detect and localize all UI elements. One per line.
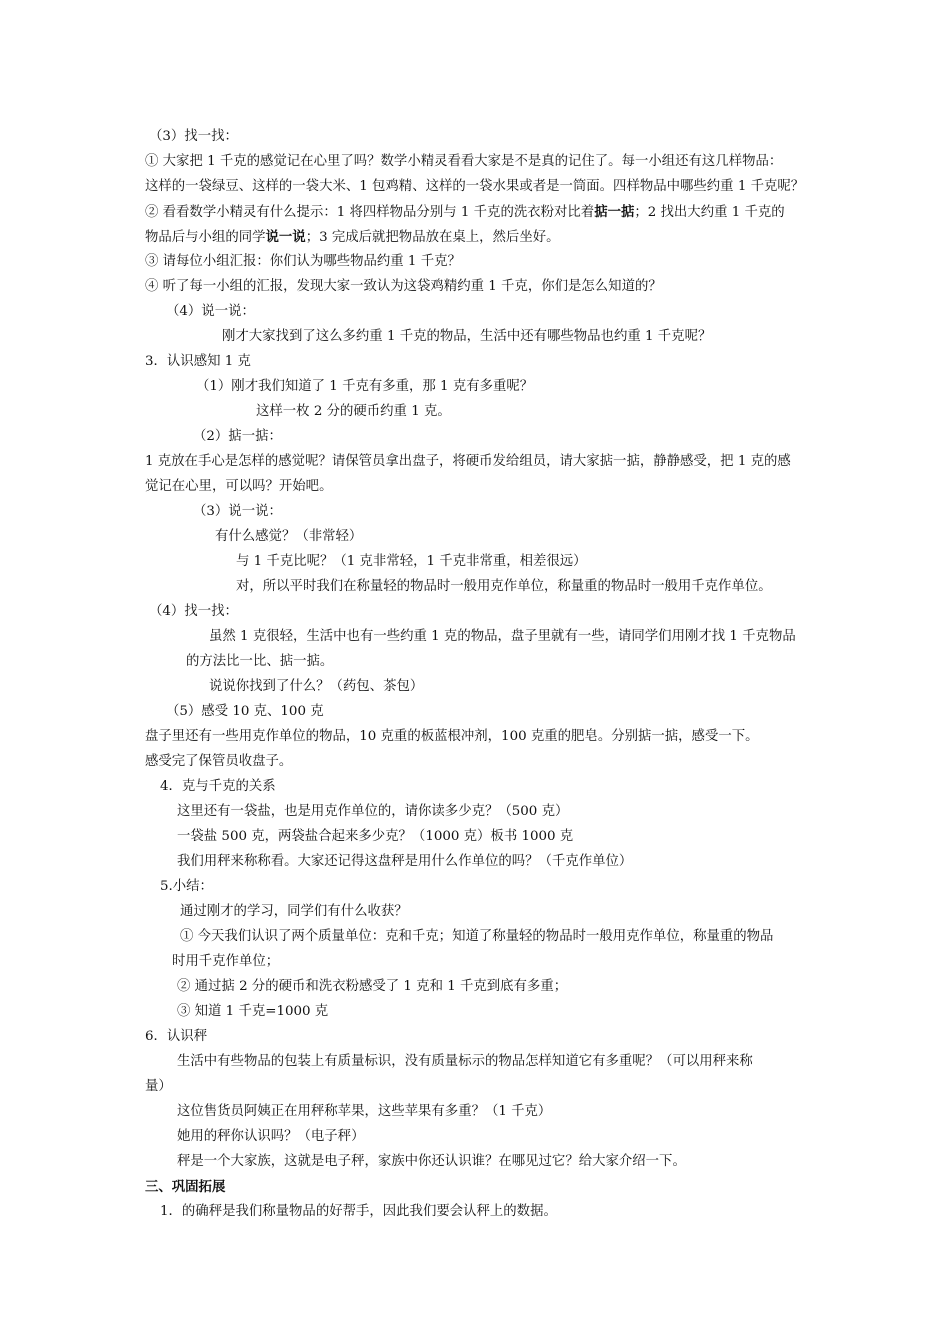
text-line: （1）刚才我们知道了 1 千克有多重，那 1 克有多重呢？ [196, 379, 534, 394]
text-line: 虽然 1 克很轻，生活中也有一些约重 1 克的物品，盘子里就有一些，请同学们用刚才找 1 千克物品 [209, 629, 796, 644]
text-line: ③ 请每位小组汇报：你们认为哪些物品约重 1 千克？ [145, 254, 461, 269]
text-line: 1 克放在手心是怎样的感觉呢？请保管员拿出盘子，将硬币发给组员，请大家掂一掂，静静感受，把 1 克的感 [145, 454, 791, 469]
text-line: ① 大家把 1 千克的感觉记在心里了吗？数学小精灵看看大家是不是真的记住了。每一小组还有这几样物品： [145, 154, 783, 169]
text-line: 秤是一个大家族，这就是电子秤，家族中你还认识谁？在哪见过它？给大家介绍一下。 [177, 1154, 686, 1169]
text-line: ③ 知道 1 千克=1000 克 [177, 1004, 329, 1019]
text-line: 觉记在心里，可以吗？开始吧。 [145, 479, 333, 494]
text-line: （4）找一找： [149, 604, 238, 619]
section-heading: 三、巩固拓展 [145, 1179, 226, 1195]
text-line: 对，所以平时我们在称量轻的物品时一般用克作单位，称量重的物品时一般用千克作单位。 [236, 579, 772, 594]
text-line: 这位售货员阿姨正在用秤称苹果，这些苹果有多重？（1 千克） [177, 1104, 552, 1119]
text-run: 物品后与小组的同学 [145, 230, 266, 245]
text-line: （4）说一说： [166, 304, 255, 319]
text-line: 生活中有些物品的包装上有质量标识，没有质量标示的物品怎样知道它有多重呢？（可以用秤来称 [177, 1054, 753, 1069]
text-line [145, 203, 785, 221]
text-line: 5.小结： [160, 879, 213, 894]
text-line: （3）说一说： [193, 504, 282, 519]
text-line: 这样一枚 2 分的硬币约重 1 克。 [256, 404, 451, 419]
text-line: （2）掂一掂： [193, 429, 282, 444]
text-line: 的方法比一比、掂一掂。 [186, 654, 334, 669]
text-line: 她用的秤你认识吗？（电子秤） [177, 1129, 365, 1144]
text-run: ；2 找出大约重 1 千克的 [634, 205, 785, 220]
text-line [145, 228, 560, 246]
text-line: 一袋盐 500 克，两袋盐合起来多少克？（1000 克）板书 1000 克 [177, 829, 574, 844]
bold-term: 掂一掂 [594, 204, 635, 220]
text-line: 盘子里还有一些用克作单位的物品，10 克重的板蓝根冲剂，100 克重的肥皂。分别掂一掂，感受一下。 [145, 729, 759, 744]
text-line: 说说你找到了什么？（药包、茶包） [209, 679, 424, 694]
text-line: 刚才大家找到了这么多约重 1 千克的物品，生活中还有哪些物品也约重 1 千克呢？ [222, 329, 712, 344]
text-line: （3）找一找： [149, 129, 238, 144]
text-line: 3．认识感知 1 克 [145, 354, 251, 369]
text-line: 时用千克作单位； [172, 954, 280, 969]
text-line: ② 通过掂 2 分的硬币和洗衣粉感受了 1 克和 1 千克到底有多重； [177, 979, 568, 994]
text-line: 4．克与千克的关系 [160, 779, 276, 794]
text-line: 这样的一袋绿豆、这样的一袋大米、1 包鸡精、这样的一袋水果或者是一筒面。四样物品中哪些约重 1 千克呢？ [145, 179, 805, 194]
text-line: 1．的确秤是我们称量物品的好帮手，因此我们要会认秤上的数据。 [160, 1204, 557, 1219]
bold-term: 说一说 [265, 229, 306, 245]
text-line: 6．认识秤 [145, 1029, 208, 1044]
text-line: 通过刚才的学习，同学们有什么收获？ [180, 904, 408, 919]
text-run: ；3 完成后就把物品放在桌上，然后坐好。 [305, 230, 560, 245]
text-line: 与 1 千克比呢？（1 克非常轻，1 千克非常重，相差很远） [236, 554, 587, 569]
text-line: 有什么感觉？（非常轻） [215, 529, 363, 544]
text-line: （5）感受 10 克、100 克 [166, 704, 324, 719]
text-line: ④ 听了每一小组的汇报，发现大家一致认为这袋鸡精约重 1 千克，你们是怎么知道的？ [145, 279, 662, 294]
text-line: ① 今天我们认识了两个质量单位：克和千克；知道了称量轻的物品时一般用克作单位，称量重的物品 [180, 929, 774, 944]
text-line: 我们用秤来称称看。大家还记得这盘秤是用什么作单位的吗？（千克作单位） [177, 854, 633, 869]
text-line: 感受完了保管员收盘子。 [145, 754, 293, 769]
text-line: 这里还有一袋盐，也是用克作单位的，请你读多少克？（500 克） [177, 804, 569, 819]
text-line: 量） [145, 1079, 172, 1094]
text-run: ② 看看数学小精灵有什么提示：1 将四样物品分别与 1 千克的洗衣粉对比着 [145, 205, 595, 220]
